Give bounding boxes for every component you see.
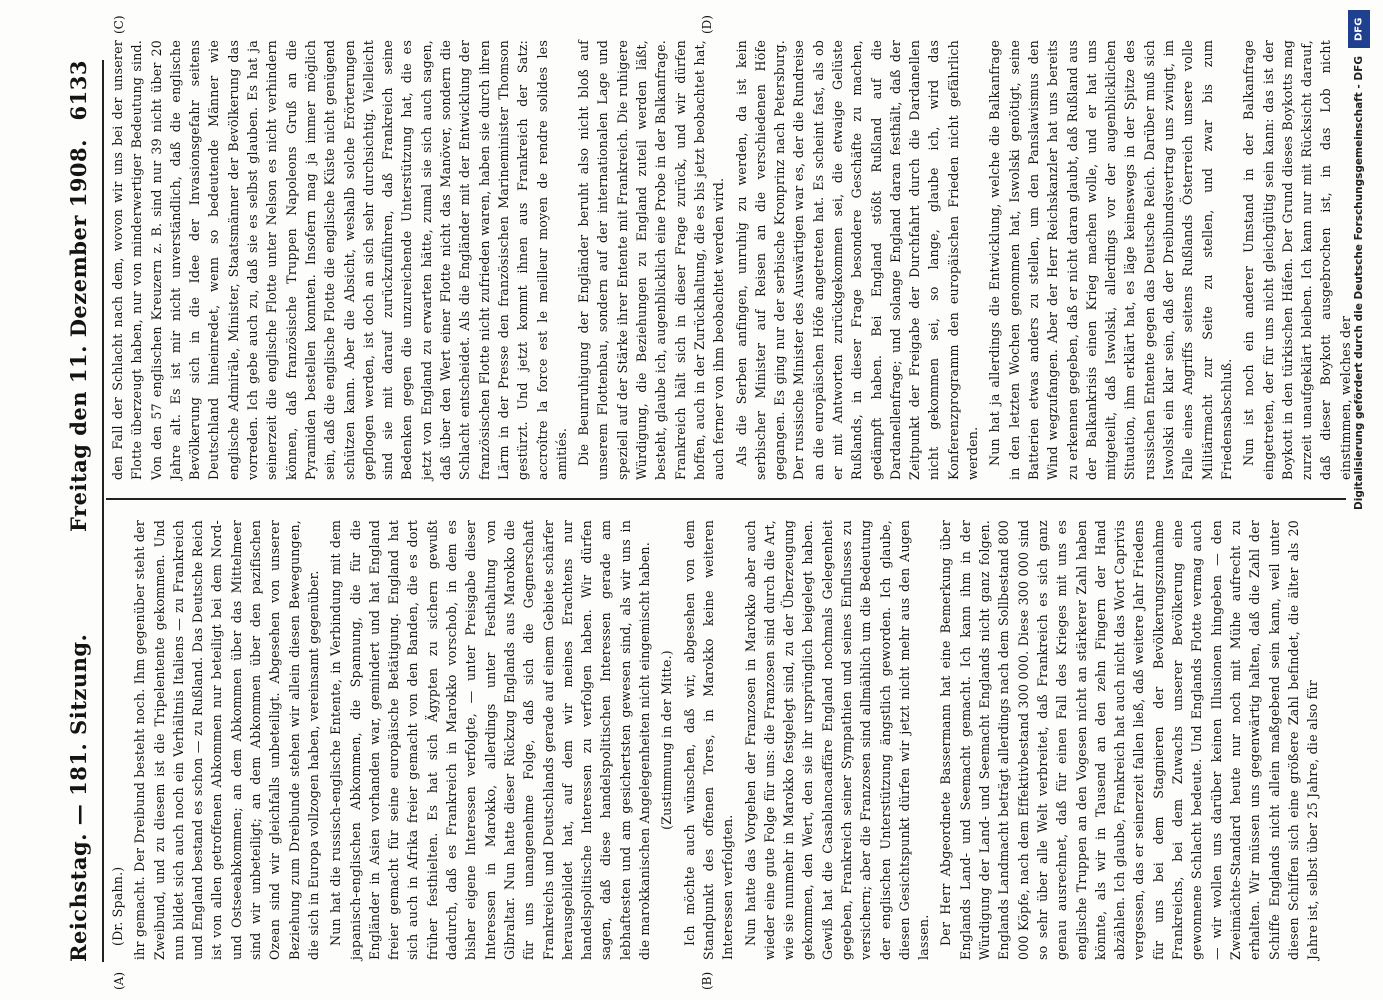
paragraph: den Fall der Schlacht nach dem, wovon wir uns bei der unserer Flotte überzeugt haben, nur von minderwertiger Bedeutung sind. Von den 57 englischen Kreuzern z. B. sind nur 39 nicht über 20 Jahre alt. Es ist mir nicht unverständlich, daß die englische Bevölkerung sich in die Idee der Invasionsgefahr seitens Deutschland hineinredet, wenn so bedeutende Männer wie englische Admiräle, Minister, Staatsmänner der Bevölkerung das vorreden. Ich gebe auch zu, daß sie es selbst glauben. Es hat ja seinerzeit die englische Flotte unter Nelson es nicht verhindern können, daß französische Truppen Napoleons Gruß an die Pyramiden bestellen konnten. Insofern mag ja immer möglich sein, daß die englische Flotte die englische Küste nicht genügend schützen kann. Aber die Absicht, weshalb solche Erörterungen gepflogen werden, ist doch an sich sehr durchsichtig. Vielleicht sind sie mit darauf zurückzuführen, daß Frankreich seine Bedenken gegen die unzureichende Unterstützung hat, die es jetzt von England zu erwarten hätte, zumal sie sich auch sagen, daß über den Wert einer Flotte nicht das Manöver, sondern die Schlacht entscheidet. Als die Engländer mit der Entwicklung der französischen Flotte nicht zufrieden waren, haben sie durch ihren Lärm in der Presse den französischen Marineminister Thomson gestürzt. Und jetzt kommt ihnen aus Frankreich der Satz: accroître la force est le meilleur moyen de rendre solides les amitiés. <box>110 40 569 480</box>
margin-mark-d: (D) <box>700 15 714 34</box>
paragraph: ihr gemacht. Der Dreibund besteht noch. Ihm gegenüber steht der Zweibund, und zu diesem ist die Tripelentente gekommen. Und nun bildet sich auch noch ein Verhältnis Italiens — zu Frankreich und England bestand es schon — zu Rußland. Das Deutsche Reich ist von allen getroffenen Abkommen nur beteiligt bei dem Nord- und Ostseeabkommen; an dem Abkommen über das Mittelmeer sind wir unbeteiligt; an dem Abkommen über den pazifischen Ozean sind wir gleichfalls unbeteiligt. Abgesehen von unserer Beziehung zum Dreibunde stehen wir allein diesen Bewegungen, die sich in Europa vollzogen haben, vereinsamt gegenüber. <box>132 520 321 960</box>
paragraph: Der Herr Abgeordnete Bassermann hat eine Bemerkung über Englands Land- und Seemacht gemacht. Ich kann ihm in der Würdigung der Land- und Seemacht Englands nicht ganz folgen. Englands Landmacht beträgt allerdings nach dem Sollbestand 800 000 Köpfe, nach dem Effektivbestand 300 000. Diese 300 000 sind so sehr über alle Welt verbreitet, daß Frankreich es sich ganz genau ausrechnet, daß für einen Fall des Krieges mit uns es englische Truppen an den Vogesen nicht an stärkerer Zahl haben könnte, als wir in Tausend an den zehn Fingern der Hand abzählen. Ich glaube, Frankreich hat auch nicht das Wort Caprivis vergessen, das er seinerzeit fallen ließ, daß weitere Jahr Friedens für uns bei dem Stagnieren der Bevölkerungszunahme Frankreichs, bei dem Zuwachs unserer Bevölkerung eine gewonnene Schlacht bedeute. Und Englands Flotte vermag auch — wir wollen uns darüber keinen Illusionen hingeben — den Zweimächte-Standard heute nur noch mit Mühe aufrecht zu erhalten. Wir müssen uns gegenwärtig halten, daß die Zahl der Schiffe Englands nicht allein maßgebend sein kann, weil unter diesen Schiffen sich eine größere Zahl befindet, die älter als 20 Jahre ist, selbst über 25 Jahre, die also für <box>938 520 1321 960</box>
paragraph: Nun ist noch ein anderer Umstand in der Balkanfrage eingetreten, der für uns nicht gleichgültig sein kann: das ist der Boykott in den türkischen Häfen. Der Grund dieses Boykotts mag zurzeit unaufgeklärt bleiben. Ich kann nur mit Rücksicht darauf, daß dieser Boykott ausgebrochen ist, in das Lob nicht einstimmen, welches der <box>1241 40 1353 480</box>
page-header <box>60 60 100 962</box>
margin-mark-c: (C) <box>112 15 126 34</box>
header-session: Reichstag. — 181. Sitzung. <box>66 633 91 962</box>
header-rule <box>102 60 104 962</box>
dfg-logo: DFG <box>1348 10 1370 48</box>
paragraph: Die Beunruhigung der Engländer beruht also nicht bloß auf unserem Flottenbau, sondern auf der internationalen Lage und speziell auf der Stärke ihrer Entente mit Frankreich. Die ruhigere Würdigung, die Beziehungen zu England zuteil werden läßt, besteht, glaube ich, augenblicklich eine Probe in der Balkanfrage. Frankreich hält sich in dieser Frage zurück, und wir dürfen hoffen, auch in der Zurückhaltung, die es bis jetzt beobachtet hat, auch ferner von ihm beobachtet werden wird. <box>576 40 727 480</box>
paragraph: Nun hatte das Vorgehen der Franzosen in Marokko aber auch wieder eine gute Folge für uns: die Franzosen sind durch die Art, wie sie nunmehr in Marokko festgelegt sind, zu der Überzeugung gekommen, den Wert, den sie ihr ursprünglich beigelegt haben. Gewiß hat die Casablancaaffäre England nochmals Gelegenheit gegeben, Frankreich seiner Sympathien und seines Einflusses zu versichern; aber die Franzosen sind allmählich um die Bedeutung der englischen Unterstützung ängstlich geworden. Ich glaube, diesen Gesichtspunkt dürfen wir jetzt nicht mehr aus den Augen lassen. <box>742 520 932 960</box>
header-page-number: 6133 <box>66 60 91 121</box>
margin-mark-b: (B) <box>700 971 714 990</box>
paragraph: Ich möchte auch wünschen, daß wir, abgesehen von dem Standpunkt des offenen Tores, in Marokko keine weiteren Interessen verfolgten. <box>681 520 736 960</box>
margin-mark-a: (A) <box>112 971 126 990</box>
interjection: (Zustimmung in der Mitte.) <box>659 650 675 830</box>
left-column <box>108 520 1325 960</box>
digitization-note: Digitalisierung gefördert durch die Deutsche Forschungsgemeinschaft - DFG <box>1353 56 1365 510</box>
paragraph: Als die Serben anfingen, unruhig zu werden, da ist kein serbischer Minister auf Reisen an die verschiedenen Höfe gegangen. Es ging nur der serbische Kronprinz nach Petersburg. Der russische Minister des Auswärtigen war es, der die Rundreise an die europäischen Höfe angetreten hat. Es scheint fast, als ob er mit Antworten zurückgekommen sei, die etwaige Gelüste Rußlands, in dieser Frage besondere Geschäfte zu machen, gedämpft haben. Bei England stößt Rußland auf die Dardanellenfrage; und solange England daran festhält, daß der Zeitpunkt der Freigabe der Durchfahrt durch die Dardanellen nicht gekommen sei, so lange, glaube ich, wird das Konferenzprogramm den europäischen Frieden nicht gefährlich werden. <box>733 40 981 480</box>
paragraph: Nun hat die russisch-englische Entente, in Verbindung mit dem japanisch-englischen Abkommen, die Spannung, die für die Engländer in Asien vorhanden war, gemindert und hat England freier gemacht für seine europäische Betätigung. England hat sich auch in Afrika freier gemacht von den Banden, die es dort früher festhielten. Es hat sich Ägypten zu sichern gewußt dadurch, daß es Frankreich in Marokko vorschob, in dem es bisher eigene Interessen verfolgte, — unter Preisgabe dieser Interessen in Marokko, allerdings unter Festhaltung von Gibraltar. Nun hatte dieser Rückzug Englands aus Marokko die für uns unangenehme Folge, daß sich die Gegnerschaft Frankreichs und Deutschlands gerade auf einem Gebiete schärfer herausgebildet hat, auf dem wir meines Erachtens nur handelspolitische Interessen zu verfolgen haben. Wir dürfen sagen, daß diese handelspolitischen Interessen gerade am lebhaftesten und am gesichertsten gewesen sind, als wir uns in die marokkanischen Angelegenheiten nicht eingemischt haben. <box>328 520 653 960</box>
paragraph: Nun hat ja allerdings die Entwicklung, welche die Balkanfrage in den letzten Wochen genommen hat, Iswolski genötigt, seine Batterien etwas anders zu stellen, um den Panslawismus den Wind wegzufangen. Aber der Herr Reichskanzler hat uns bereits zu erkennen gegeben, daß er nicht daran glaubt, daß Rußland aus der Balkankrisis einen Krieg machen wolle, und er hat uns mitgeteilt, daß Iswolski, allerdings vor der augenblicklichen Situation, ihm erklärt hat, es läge keineswegs in der Spitze des russischen Entente gegen das Deutsche Reich. Darüber muß sich Iswolski ein klar sein, daß der Dreibundsvertrag uns zwingt, im Falle eines Angriffs seitens Rußlands Österreich unsere volle Militärmacht zur Seite zu stellen, und zwar bis zum Friedensabschluß. <box>987 40 1234 480</box>
side-strip <box>1351 0 1379 1000</box>
speaker-label: (Dr. Spahn.) <box>110 866 125 946</box>
column-divider <box>106 498 1346 500</box>
right-column <box>108 40 1358 480</box>
header-date: Freitag den 11. Dezember 1908. <box>66 139 91 532</box>
